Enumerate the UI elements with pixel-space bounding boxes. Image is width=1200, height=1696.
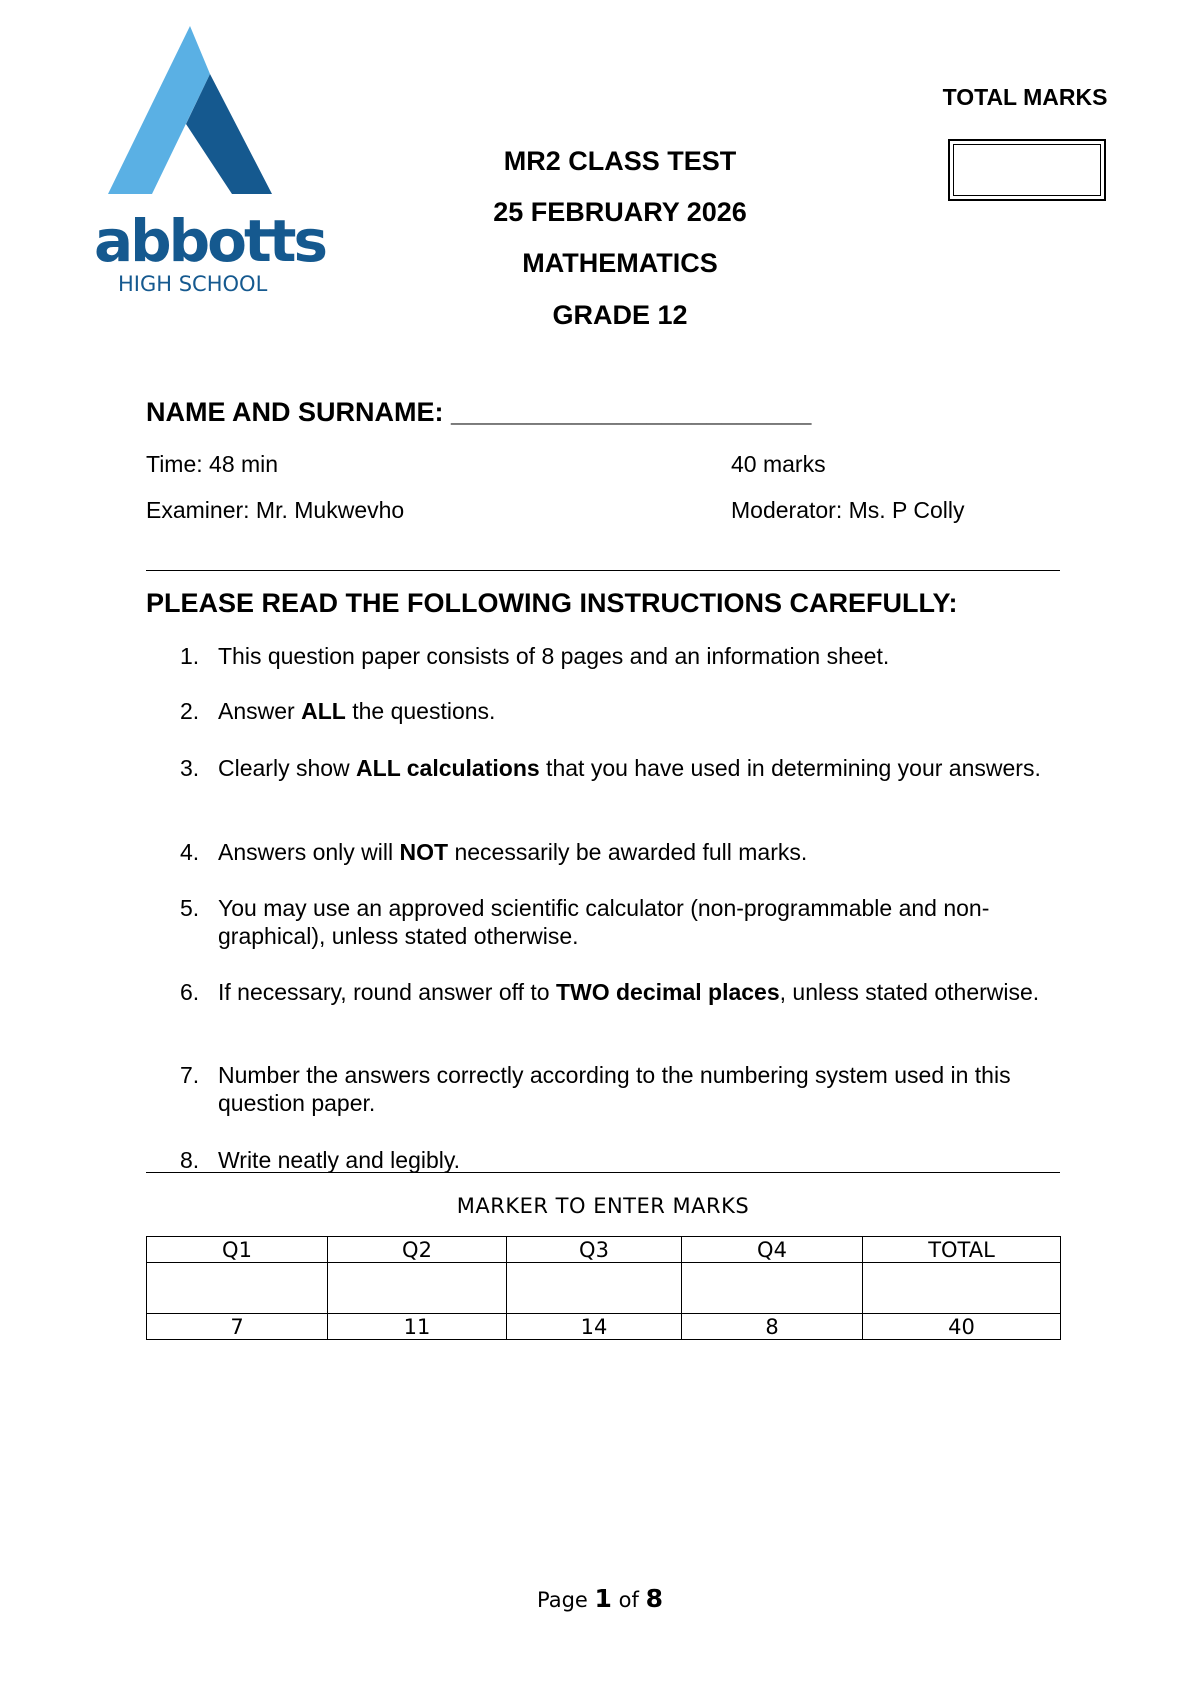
- name-field[interactable]: [146, 397, 811, 428]
- logo-name: abbotts: [94, 207, 325, 275]
- mark-entry-cell[interactable]: [507, 1263, 682, 1314]
- grade: GRADE 12: [552, 300, 688, 330]
- marks-table: [146, 1236, 1061, 1340]
- name-label: NAME AND SURNAME:: [146, 397, 444, 427]
- examiner: Examiner: Mr. Mukwevho: [146, 497, 405, 523]
- total-marks-box[interactable]: [948, 139, 1106, 201]
- logo-subtitle: HIGH SCHOOL: [118, 272, 268, 296]
- subject: MATHEMATICS: [522, 248, 718, 278]
- test-date: 25 FEBRUARY 2026: [493, 197, 747, 227]
- max-mark-cell: 11: [328, 1314, 507, 1340]
- page-number: Page 1 of 8: [537, 1584, 663, 1613]
- marks-entry-row: [147, 1263, 1061, 1314]
- max-mark-cell: 8: [682, 1314, 863, 1340]
- divider-bottom: [146, 1172, 1060, 1173]
- name-blank: ________________________: [451, 397, 812, 427]
- max-mark-cell: 40: [863, 1314, 1061, 1340]
- marks-table-heading: MARKER TO ENTER MARKS: [456, 1194, 750, 1218]
- mark-entry-cell[interactable]: [682, 1263, 863, 1314]
- max-mark-cell: 7: [147, 1314, 328, 1340]
- time-allowed: Time: 48 min: [146, 451, 279, 477]
- instructions-heading: PLEASE READ THE FOLLOWING INSTRUCTIONS CAREFULLY:: [146, 588, 958, 618]
- total-marks-label: TOTAL MARKS: [942, 84, 1108, 110]
- max-mark-cell: 14: [507, 1314, 682, 1340]
- test-title: MR2 CLASS TEST: [503, 146, 737, 176]
- column-header: Q4: [682, 1237, 863, 1263]
- mark-entry-cell[interactable]: [328, 1263, 507, 1314]
- max-marks-row: [147, 1314, 1061, 1340]
- column-header: Q1: [147, 1237, 328, 1263]
- mark-entry-cell[interactable]: [863, 1263, 1061, 1314]
- logo-triangle-icon: [94, 26, 294, 216]
- column-header: Q3: [507, 1237, 682, 1263]
- moderator: Moderator: Ms. P Colly: [731, 497, 965, 523]
- school-logo: [94, 26, 325, 296]
- column-header: Q2: [328, 1237, 507, 1263]
- column-header: TOTAL: [863, 1237, 1061, 1263]
- marks-header-row: [147, 1237, 1061, 1263]
- total-marks-text: 40 marks: [731, 451, 826, 477]
- divider-top: [146, 570, 1060, 571]
- mark-entry-cell[interactable]: [147, 1263, 328, 1314]
